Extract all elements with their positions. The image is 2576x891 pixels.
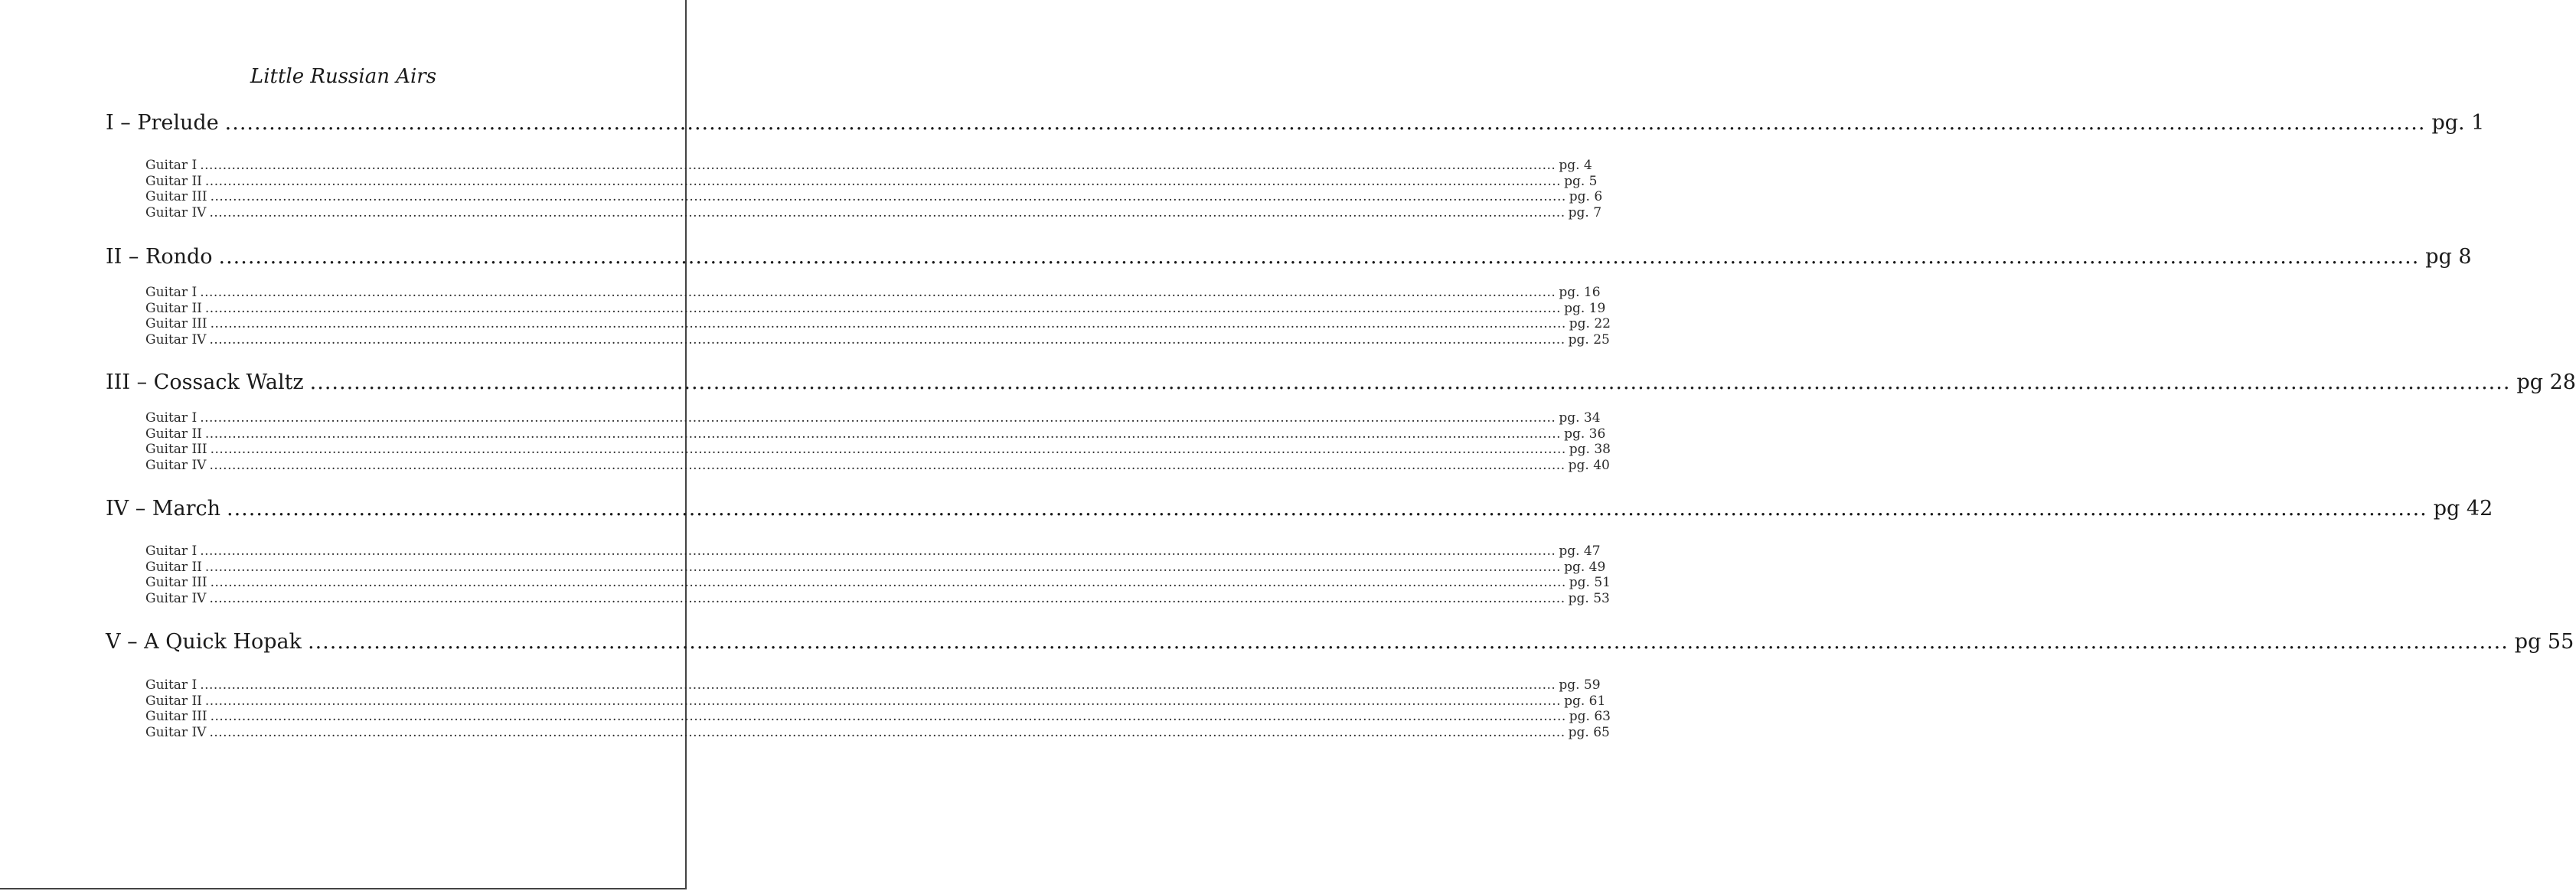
part-title: Guitar IV xyxy=(145,458,207,474)
part-title: Guitar I xyxy=(145,410,198,426)
part-page-number: pg. 19 xyxy=(1564,300,1606,316)
toc-part-entry xyxy=(145,575,1611,591)
toc-part-entry xyxy=(145,205,1602,221)
part-page-number: pg. 4 xyxy=(1559,158,1592,173)
dot-leader: ............................................................................................................................................................................................................................................................................................................ xyxy=(204,300,1562,316)
toc-part-entry xyxy=(145,300,1606,317)
toc-movement-2 xyxy=(106,244,2472,270)
part-title: Guitar II xyxy=(145,559,202,575)
dot-leader: ............................................................................................................................................................................................................................................................................................................ xyxy=(200,543,1556,559)
part-page-number: pg. 47 xyxy=(1559,543,1601,559)
movement-page-number: pg 55 xyxy=(2514,630,2574,654)
dot-leader: ............................................................................................................................................................................................................................................................................................................ xyxy=(224,111,2426,135)
toc-part-entry xyxy=(145,158,1592,174)
part-title: Guitar III xyxy=(145,709,207,725)
part-title: Guitar III xyxy=(145,189,207,205)
dot-leader: ............................................................................................................................................................................................................................................................................................................ xyxy=(210,709,1566,725)
movement-title: II – Rondo xyxy=(106,245,213,269)
part-title: Guitar I xyxy=(145,158,198,173)
toc-part-entry xyxy=(145,543,1601,560)
part-page-number: pg. 53 xyxy=(1568,591,1610,607)
toc-part-entry xyxy=(145,173,1598,190)
part-page-number: pg. 34 xyxy=(1559,410,1601,426)
part-title: Guitar I xyxy=(145,543,198,559)
toc-movement-4 xyxy=(106,496,2493,522)
part-page-number: pg. 40 xyxy=(1568,458,1610,474)
part-page-number: pg. 59 xyxy=(1559,677,1601,693)
movement-page-number: pg 28 xyxy=(2516,370,2576,394)
movement-page-number: pg 8 xyxy=(2425,245,2472,269)
toc-parts-5 xyxy=(145,677,1611,741)
part-title: Guitar II xyxy=(145,693,202,709)
dot-leader: ............................................................................................................................................................................................................................................................................................................ xyxy=(210,316,1566,332)
toc-movement-5 xyxy=(106,629,2574,655)
dot-leader: ............................................................................................................................................................................................................................................................................................................ xyxy=(210,189,1566,205)
part-page-number: pg. 65 xyxy=(1568,725,1610,741)
dot-leader: ............................................................................................................................................................................................................................................................................................................ xyxy=(218,245,2420,269)
part-title: Guitar II xyxy=(145,173,202,189)
movement-page-number: pg. 1 xyxy=(2431,111,2485,135)
part-page-number: pg. 36 xyxy=(1564,426,1606,442)
dot-leader: ............................................................................................................................................................................................................................................................................................................ xyxy=(227,497,2427,521)
dot-leader: ............................................................................................................................................................................................................................................................................................................ xyxy=(209,458,1566,474)
dot-leader: ............................................................................................................................................................................................................................................................................................................ xyxy=(204,559,1562,575)
part-page-number: pg. 61 xyxy=(1564,693,1606,709)
dot-leader: ............................................................................................................................................................................................................................................................................................................ xyxy=(204,426,1562,442)
toc-part-entry xyxy=(145,332,1610,348)
toc-part-entry xyxy=(145,725,1610,741)
toc-part-entry xyxy=(145,693,1606,710)
dot-leader: ............................................................................................................................................................................................................................................................................................................ xyxy=(200,158,1556,173)
dot-leader: ............................................................................................................................................................................................................................................................................................................ xyxy=(200,410,1556,426)
dot-leader: ............................................................................................................................................................................................................................................................................................................ xyxy=(209,725,1566,741)
toc-part-entry xyxy=(145,559,1606,576)
part-page-number: pg. 49 xyxy=(1564,559,1606,575)
toc-part-entry xyxy=(145,591,1610,607)
part-title: Guitar I xyxy=(145,285,198,300)
movement-title: IV – March xyxy=(106,497,220,521)
part-page-number: pg. 63 xyxy=(1569,709,1611,725)
toc-part-entry xyxy=(145,458,1610,474)
part-title: Guitar I xyxy=(145,677,198,693)
movement-title: I – Prelude xyxy=(106,111,219,135)
document-title: Little Russian Airs xyxy=(250,65,437,88)
part-title: Guitar III xyxy=(145,316,207,332)
part-page-number: pg. 22 xyxy=(1569,316,1611,332)
toc-parts-3 xyxy=(145,410,1611,474)
dot-leader: ............................................................................................................................................................................................................................................................................................................ xyxy=(200,677,1556,693)
dot-leader: ............................................................................................................................................................................................................................................................................................................ xyxy=(309,370,2511,394)
part-page-number: pg. 25 xyxy=(1568,332,1610,348)
toc-parts-4 xyxy=(145,543,1611,607)
part-page-number: pg. 16 xyxy=(1559,285,1601,300)
part-page-number: pg. 5 xyxy=(1564,173,1598,189)
movement-page-number: pg 42 xyxy=(2433,497,2493,521)
movement-title: V – A Quick Hopak xyxy=(106,630,302,654)
part-page-number: pg. 38 xyxy=(1569,442,1611,458)
part-page-number: pg. 7 xyxy=(1568,205,1602,221)
part-title: Guitar IV xyxy=(145,591,207,607)
dot-leader: ............................................................................................................................................................................................................................................................................................................ xyxy=(209,591,1566,607)
part-page-number: pg. 6 xyxy=(1569,189,1603,205)
dot-leader: ............................................................................................................................................................................................................................................................................................................ xyxy=(210,442,1566,458)
part-title: Guitar II xyxy=(145,426,202,442)
toc-part-entry xyxy=(145,285,1601,301)
toc-part-entry xyxy=(145,189,1603,205)
dot-leader: ............................................................................................................................................................................................................................................................................................................ xyxy=(210,575,1566,591)
part-title: Guitar IV xyxy=(145,725,207,741)
part-title: Guitar IV xyxy=(145,332,207,348)
toc-part-entry xyxy=(145,709,1611,725)
dot-leader: ............................................................................................................................................................................................................................................................................................................ xyxy=(204,693,1562,709)
part-title: Guitar III xyxy=(145,442,207,458)
toc-movement-3 xyxy=(106,370,2576,396)
toc-part-entry xyxy=(145,677,1601,694)
toc-part-entry xyxy=(145,442,1611,458)
dot-leader: ............................................................................................................................................................................................................................................................................................................ xyxy=(209,205,1566,221)
dot-leader: ............................................................................................................................................................................................................................................................................................................ xyxy=(200,285,1556,300)
part-title: Guitar IV xyxy=(145,205,207,221)
movement-title: III – Cossack Waltz xyxy=(106,370,304,394)
dot-leader: ............................................................................................................................................................................................................................................................................................................ xyxy=(204,173,1562,189)
toc-movement-1 xyxy=(106,110,2485,136)
dot-leader: ............................................................................................................................................................................................................................................................................................................ xyxy=(209,332,1566,348)
part-title: Guitar II xyxy=(145,300,202,316)
dot-leader: ............................................................................................................................................................................................................................................................................................................ xyxy=(308,630,2509,654)
part-title: Guitar III xyxy=(145,575,207,591)
toc-parts-2 xyxy=(145,285,1611,348)
toc-part-entry xyxy=(145,410,1601,426)
part-page-number: pg. 51 xyxy=(1569,575,1611,591)
toc-part-entry xyxy=(145,426,1606,442)
toc-parts-1 xyxy=(145,158,1603,221)
toc-part-entry xyxy=(145,316,1611,332)
